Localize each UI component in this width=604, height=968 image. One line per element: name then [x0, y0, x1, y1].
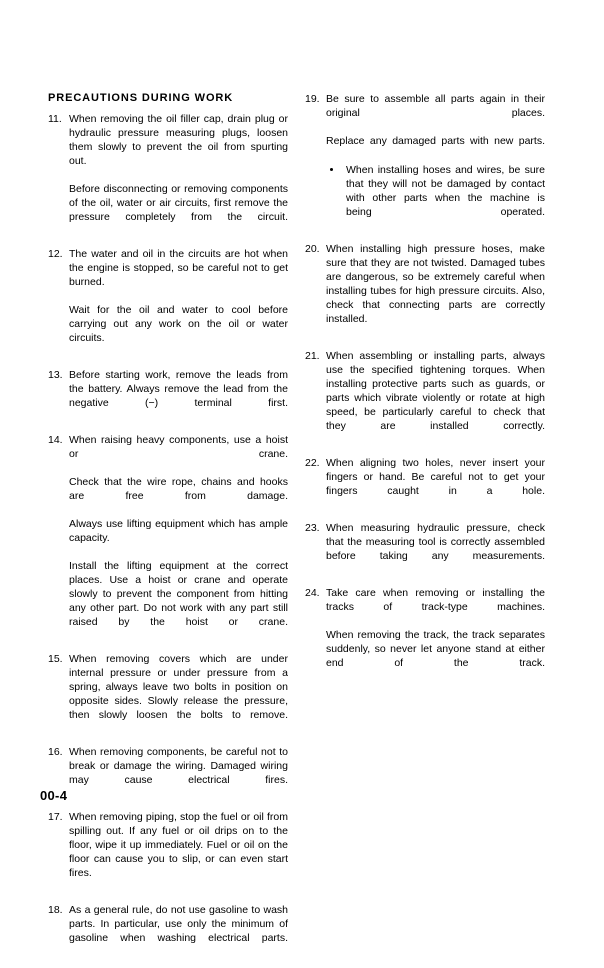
item-number: 11. — [48, 113, 62, 125]
item-paragraph: When installing high pressure hoses, make sure that they are not twisted. Damaged tubes are dangerous, so be extremely careful when installing tubes for high pressure circuits. Also, check that connecting parts are correctly installed. — [326, 243, 545, 325]
item-number: 24. — [305, 587, 320, 599]
page-title: PRECAUTIONS DURING WORK — [48, 92, 234, 104]
item-body — [69, 247, 288, 359]
numbered-item — [48, 247, 288, 359]
item-paragraph: When removing covers which are under internal pressure or under pressure from a spring, always leave two bolts in position on opposite sides. Slowly release the pressure, then slowly loosen the bolts to remove. — [69, 653, 288, 721]
item-paragraph: Take care when removing or installing the tracks of track-type machines. — [326, 587, 545, 613]
item-paragraph: Always use lifting equipment which has ample capacity. — [69, 518, 288, 544]
numbered-item — [305, 456, 545, 512]
item-number: 13. — [48, 369, 63, 381]
item-body — [326, 521, 545, 577]
item-body — [326, 349, 545, 447]
column-right — [305, 92, 545, 693]
numbered-item — [48, 368, 288, 424]
item-number: 21. — [305, 350, 320, 362]
item-number: 22. — [305, 457, 320, 469]
item-paragraph: When measuring hydraulic pressure, check that the measuring tool is correctly assembled before taking any measurements. — [326, 522, 545, 562]
numbered-item — [305, 521, 545, 577]
numbered-item — [48, 652, 288, 736]
item-body — [326, 242, 545, 340]
item-number: 15. — [48, 653, 63, 665]
column-left — [48, 112, 288, 968]
numbered-item — [48, 745, 288, 801]
item-body — [69, 745, 288, 801]
item-paragraph: Install the lifting equipment at the correct places. Use a hoist or crane and operate slowly to prevent the component from hitting any other part. Do not work with any part still raised by the hoist or crane. — [69, 560, 288, 628]
item-paragraph: The water and oil in the circuits are hot when the engine is stopped, so be careful not to get burned. — [69, 248, 288, 288]
item-paragraph: Before starting work, remove the leads from the battery. Always remove the lead from the negative (−) terminal first. — [69, 369, 288, 409]
item-paragraph: When raising heavy components, use a hoist or crane. — [69, 434, 288, 460]
item-paragraph: As a general rule, do not use gasoline to wash parts. In particular, use only the minimum of gasoline when washing electrical parts. — [69, 904, 288, 944]
item-paragraph: Replace any damaged parts with new parts. — [326, 135, 545, 147]
item-paragraph: Before disconnecting or removing components of the oil, water or air circuits, first remove the pressure completely from the circuit. — [69, 183, 288, 223]
numbered-item — [48, 903, 288, 959]
item-paragraph: Wait for the oil and water to cool before carrying out any work on the oil or water circuits. — [69, 304, 288, 344]
item-number: 17. — [48, 811, 63, 823]
item-paragraph: When assembling or installing parts, always use the specified tightening torques. When installing protective parts such as guards, or parts which vibrate violently or rotate at high speed, be particularly careful to check that they are installed correctly. — [326, 350, 545, 432]
item-body — [326, 92, 545, 233]
item-body — [326, 586, 545, 684]
item-body — [69, 903, 288, 959]
item-paragraph: Be sure to assemble all parts again in their original places. — [326, 93, 545, 119]
numbered-item — [305, 242, 545, 340]
item-body — [69, 652, 288, 736]
item-paragraph: When aligning two holes, never insert your fingers or hand. Be careful not to get your fingers caught in a hole. — [326, 457, 545, 497]
item-body — [326, 456, 545, 512]
numbered-item — [48, 810, 288, 894]
item-paragraph: When removing the oil filler cap, drain plug or hydraulic pressure measuring plugs, loosen them slowly to prevent the oil from spurting out. — [69, 113, 288, 167]
bullet-dot-icon — [330, 168, 333, 171]
item-paragraph: When removing components, be careful not to break or damage the wiring. Damaged wiring may cause electrical fires. — [69, 746, 288, 786]
numbered-item — [48, 112, 288, 238]
item-number: 12. — [48, 248, 63, 260]
numbered-item — [305, 349, 545, 447]
page-number: 00-4 — [40, 788, 68, 803]
bullet-item — [326, 163, 545, 233]
item-number: 20. — [305, 243, 320, 255]
numbered-item — [305, 586, 545, 684]
item-paragraph: Check that the wire rope, chains and hooks are free from damage. — [69, 476, 288, 502]
item-body — [69, 433, 288, 643]
item-paragraph: When removing the track, the track separates suddenly, so never let anyone stand at either end of the track. — [326, 629, 545, 669]
numbered-item — [48, 433, 288, 643]
item-body — [69, 112, 288, 238]
item-body — [69, 368, 288, 424]
item-body — [69, 810, 288, 894]
bullet-text: When installing hoses and wires, be sure that they will not be damaged by contact with other parts when the machine is being operated. — [346, 164, 545, 218]
item-paragraph: When removing piping, stop the fuel or oil from spilling out. If any fuel or oil drips on to the floor, wipe it up immediately. Fuel or oil on the floor can cause you to slip, or can even start fires. — [69, 811, 288, 879]
numbered-item — [305, 92, 545, 233]
item-number: 23. — [305, 522, 320, 534]
item-number: 14. — [48, 434, 63, 446]
item-number: 16. — [48, 746, 63, 758]
item-number: 19. — [305, 93, 320, 105]
item-number: 18. — [48, 904, 63, 916]
